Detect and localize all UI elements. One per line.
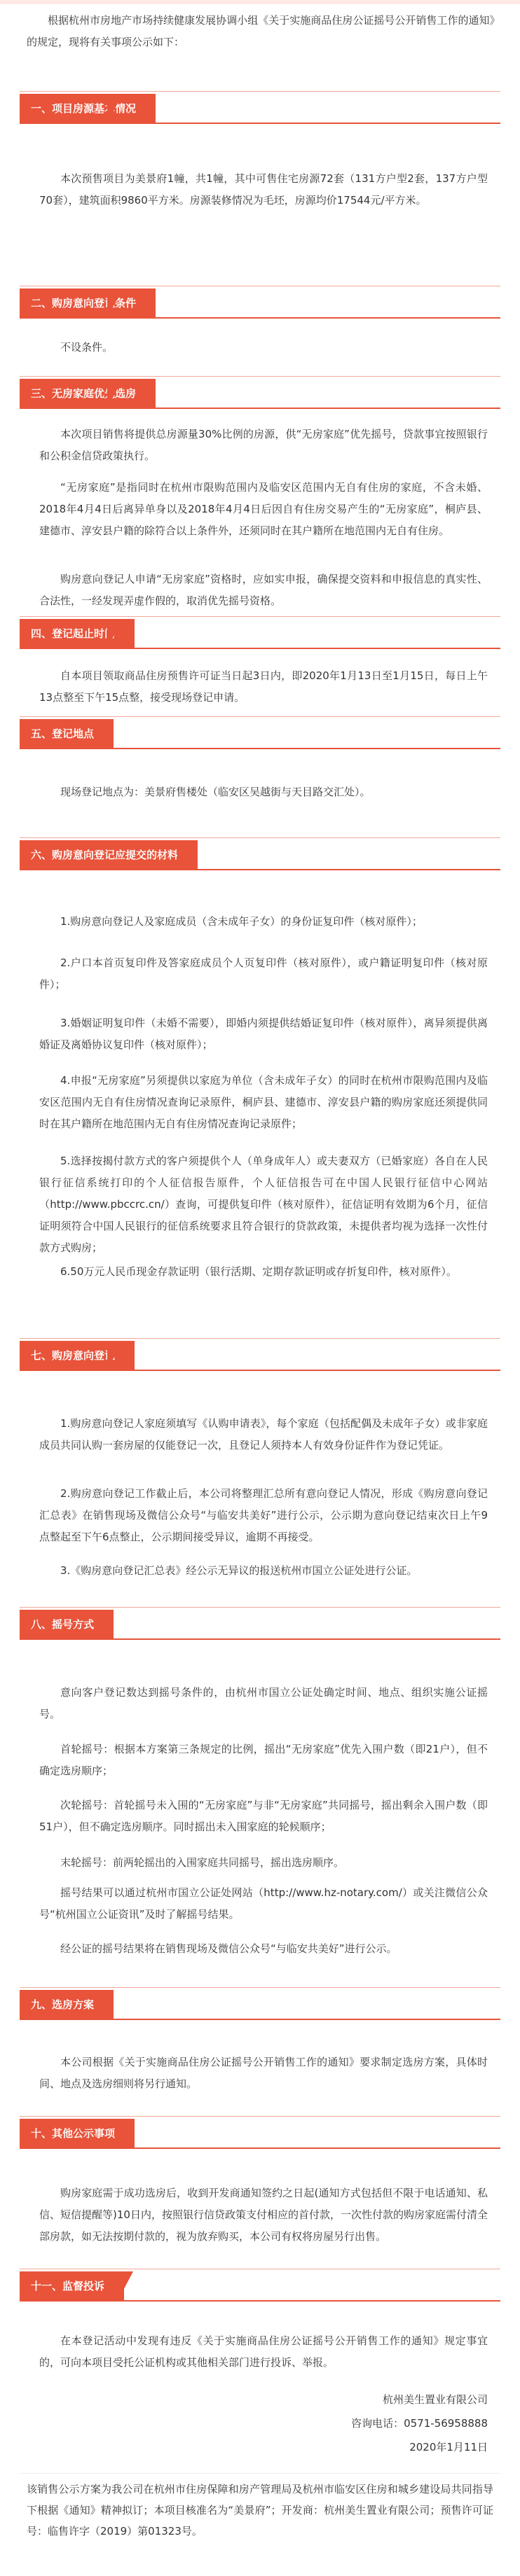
signature-company: 杭州美生置业有限公司 — [382, 2393, 488, 2406]
heading-tab-corner — [97, 1610, 112, 1639]
heading-label: 六、购房意向登记应提交的材料 — [20, 840, 198, 870]
section-heading-11 — [20, 2271, 500, 2304]
heading-tab-corner — [107, 379, 123, 408]
top-decor-line — [0, 0, 520, 4]
divider — [20, 2116, 500, 2117]
section-2-para-1: 不设条件。 — [60, 341, 114, 354]
section-heading-8 — [20, 1610, 500, 1642]
section-6-para-1: 1.购房意向登记人及家庭成员（含未成年子女）的身份证复印件（核对原件）； — [60, 915, 423, 928]
heading-label: 三、无房家庭优先选房 — [20, 379, 156, 408]
divider — [20, 376, 500, 377]
footer-note: 该销售公示方案为我公司在杭州市住房保障和房产管理局及杭州市临安区住房和城乡建设局共同指导下根据《通知》精神拟订；本项目核准名为“美景府”；开发商：杭州美生置业有限公司；预售许可证号：临售许字（2019）第01323号。 — [27, 2483, 493, 2537]
section-6-para-5: 5.选择按揭付款方式的客户须提供个人（单身成年人）或夫妻双方（已婚家庭）各自在人民银行征信系统打印的个人征信报告原件，个人征信报告可在中国人民银行征信中心网站（http://www.pbccrc.cn/）查询，可提供复印件（核对原件），征信证明有效期为6个月，征信证明须符合中国人民银行的征信系统要求且符合银行的贷款政策，未提供者均视为选择一次性付款方式购房； — [39, 1155, 488, 1254]
section-5-para-1: 现场登记地点为：美景府售楼处（临安区吴越街与天目路交汇处）。 — [60, 786, 371, 798]
section-9-para-1: 本公司根据《关于实施商品住房公证摇号公开销售工作的通知》要求制定选房方案，具体时间、地点及选房细则将另行通知。 — [39, 2056, 488, 2090]
section-heading-2 — [20, 288, 500, 321]
section-8-para-3: 次轮摇号：首轮摇号未入围的“无房家庭”与非“无房家庭”共同摇号，摇出剩余入围户数（即51户），但不确定选房顺序。同时摇出未入围家庭的轮候顺序； — [39, 1799, 488, 1833]
section-7-para-3: 3.《购房意向登记汇总表》经公示无异议的报送杭州市国立公证处进行公证。 — [60, 1564, 418, 1577]
section-3-para-1: 本次项目销售将提供总房源量30%比例的房源，供“无房家庭”优先摇号，贷款事宜按照银行和公积金信贷政策执行。 — [39, 428, 488, 462]
heading-label: 九、选房方案 — [20, 1990, 114, 2019]
heading-label: 十一、监督投诉 — [20, 2271, 124, 2301]
section-4-para-1: 自本项目领取商品住房预售许可证当日起3日内，即2020年1月13日至1月15日，每日上午13点整至下午15点整，接受现场登记申请。 — [39, 669, 488, 704]
section-heading-5 — [20, 719, 500, 751]
heading-tab-corner — [97, 719, 112, 749]
heading-tab-corner — [107, 1341, 123, 1370]
divider — [20, 837, 500, 838]
section-1-para-1: 本次预售项目为美景府1幢，共1幢，其中可售住宅房源72套（131方户型2套，137方户型70套），建筑面积9860平方米。房源装修情况为毛坯，房源均价17544元/平方米。 — [39, 172, 488, 207]
heading-tab-corner — [97, 1990, 112, 2019]
section-8-para-5: 摇号结果可以通过杭州市国立公证处网站（http://www.hz-notary.com/）或关注微信公众号“杭州国立公证资讯”及时了解摇号结果。 — [39, 1886, 488, 1921]
section-8-para-1: 意向客户登记数达到摇号条件的，由杭州市国立公证处确定时间、地点、组织实施公证摇号。 — [39, 1686, 488, 1720]
section-11-para-1: 在本登记活动中发现有违反《关于实施商品住房公证摇号公开销售工作的通知》规定事宜的，可向本项目受托公证机构或其他相关部门进行投诉、举报。 — [39, 2334, 488, 2369]
section-heading-1 — [20, 94, 500, 126]
divider — [20, 616, 500, 617]
heading-label: 八、摇号方式 — [20, 1610, 114, 1639]
heading-tab-corner — [177, 840, 193, 870]
section-6-para-6: 6.50万元人民币现金存款证明（银行活期、定期存款证明或存折复印件，核对原件）。 — [60, 1265, 457, 1278]
section-heading-6 — [20, 840, 500, 872]
divider — [20, 2473, 500, 2474]
intro-paragraph: 根据杭州市房地产市场持续健康发展协调小组《关于实施商品住房公证摇号公开销售工作的通知》的规定，现将有关事项公示如下： — [27, 14, 495, 48]
section-heading-9 — [20, 1990, 500, 2022]
section-heading-4 — [20, 619, 500, 651]
heading-label: 十、其他公示事项 — [20, 2119, 135, 2148]
divider — [20, 1607, 500, 1608]
section-6-para-4: 4.申报“无房家庭”另须提供以家庭为单位（含未成年子女）的同时在杭州市限购范围内及临安区范围内无自有住房情况查询记录原件，桐庐县、建德市、淳安县户籍的购房家庭还须提供同时在其户籍所在地范围内无自有住房情况查询记录原件； — [39, 1074, 488, 1130]
section-7-para-2: 2.购房意向登记工作截止后，本公司将整理汇总所有意向登记人情况，形成《购房意向登记汇总表》在销售现场及微信公众号“与临安共美好”进行公示，公示期为意向登记结束次日上午9点整起至下午6点整止，公示期间接受异议，逾期不再接受。 — [39, 1487, 488, 1543]
section-3-para-2: “无房家庭”是指同时在杭州市限购范围内及临安区范围内无自有住房的家庭，不含未婚、2018年4月4日后离异单身以及2018年4月4日后因自有住房交易产生的“无房家庭”，桐庐县、建德市、淳安县户籍的除符合以上条件外，还须同时在其户籍所在地范围内无自有住房。 — [39, 481, 488, 537]
signature-date: 2020年1月11日 — [409, 2441, 488, 2453]
heading-label: 五、登记地点 — [20, 719, 114, 749]
divider — [20, 91, 500, 92]
section-heading-7 — [20, 1341, 500, 1373]
heading-label: 一、项目房源基本情况 — [20, 94, 156, 123]
divider — [20, 1338, 500, 1339]
heading-tab-corner — [107, 288, 123, 318]
signature-phone: 咨询电话：0571-56958888 — [351, 2417, 488, 2430]
heading-label: 二、购房意向登记条件 — [20, 288, 156, 318]
section-7-para-1: 1.购房意向登记人家庭须填写《认购申请表》，每个家庭（包括配偶及未成年子女）或非家庭成员共同认购一套房屋的仅能登记一次，且登记人须持本人有效身份证件作为登记凭证。 — [39, 1417, 488, 1451]
divider — [20, 1987, 500, 1988]
section-heading-3 — [20, 379, 500, 411]
section-8-para-2: 首轮摇号：根据本方案第三条规定的比例，摇出“无房家庭”优先入围户数（即21户），但不确定选房顺序； — [39, 1743, 488, 1777]
section-8-para-6: 经公证的摇号结果将在销售现场及微信公众号“与临安共美好”进行公示。 — [60, 1942, 397, 1955]
section-10-para-1: 购房家庭需于成功选房后，收到开发商通知签约之日起(通知方式包括但不限于电话通知、私信、短信提醒等)10日内，按照银行信贷政策支付相应的首付款，一次性付款的购房家庭需付清全部房款，如无法按期付款的，视为放弃购买，本公司有权将房屋另行出售。 — [39, 2187, 488, 2243]
section-3-para-3: 购房意向登记人申请“无房家庭”资格时，应如实申报，确保提交资料和申报信息的真实性、合法性，一经发现弄虚作假的，取消优先摇号资格。 — [39, 573, 488, 607]
section-6-para-2: 2.户口本首页复印件及答家庭成员个人页复印件（核对原件），或户籍证明复印件（核对原件）； — [39, 956, 488, 991]
heading-tab-corner — [107, 619, 123, 648]
section-heading-10 — [20, 2119, 500, 2151]
heading-label: 七、购房意向登记 — [20, 1341, 135, 1370]
divider — [20, 716, 500, 717]
heading-tab-corner — [118, 2119, 133, 2148]
section-6-para-3: 3.婚姻证明复印件（未婚不需要），即婚内须提供结婚证复印件（核对原件），离异须提供离婚证及离婚协议复印件（核对原件）； — [39, 1017, 488, 1051]
heading-label: 四、登记起止时间 — [20, 619, 135, 648]
heading-tab-corner — [118, 2271, 133, 2301]
section-8-para-4: 末轮摇号：前两轮摇出的入围家庭共同摇号，摇出选房顺序。 — [60, 1856, 345, 1869]
heading-tab-corner — [107, 94, 123, 123]
